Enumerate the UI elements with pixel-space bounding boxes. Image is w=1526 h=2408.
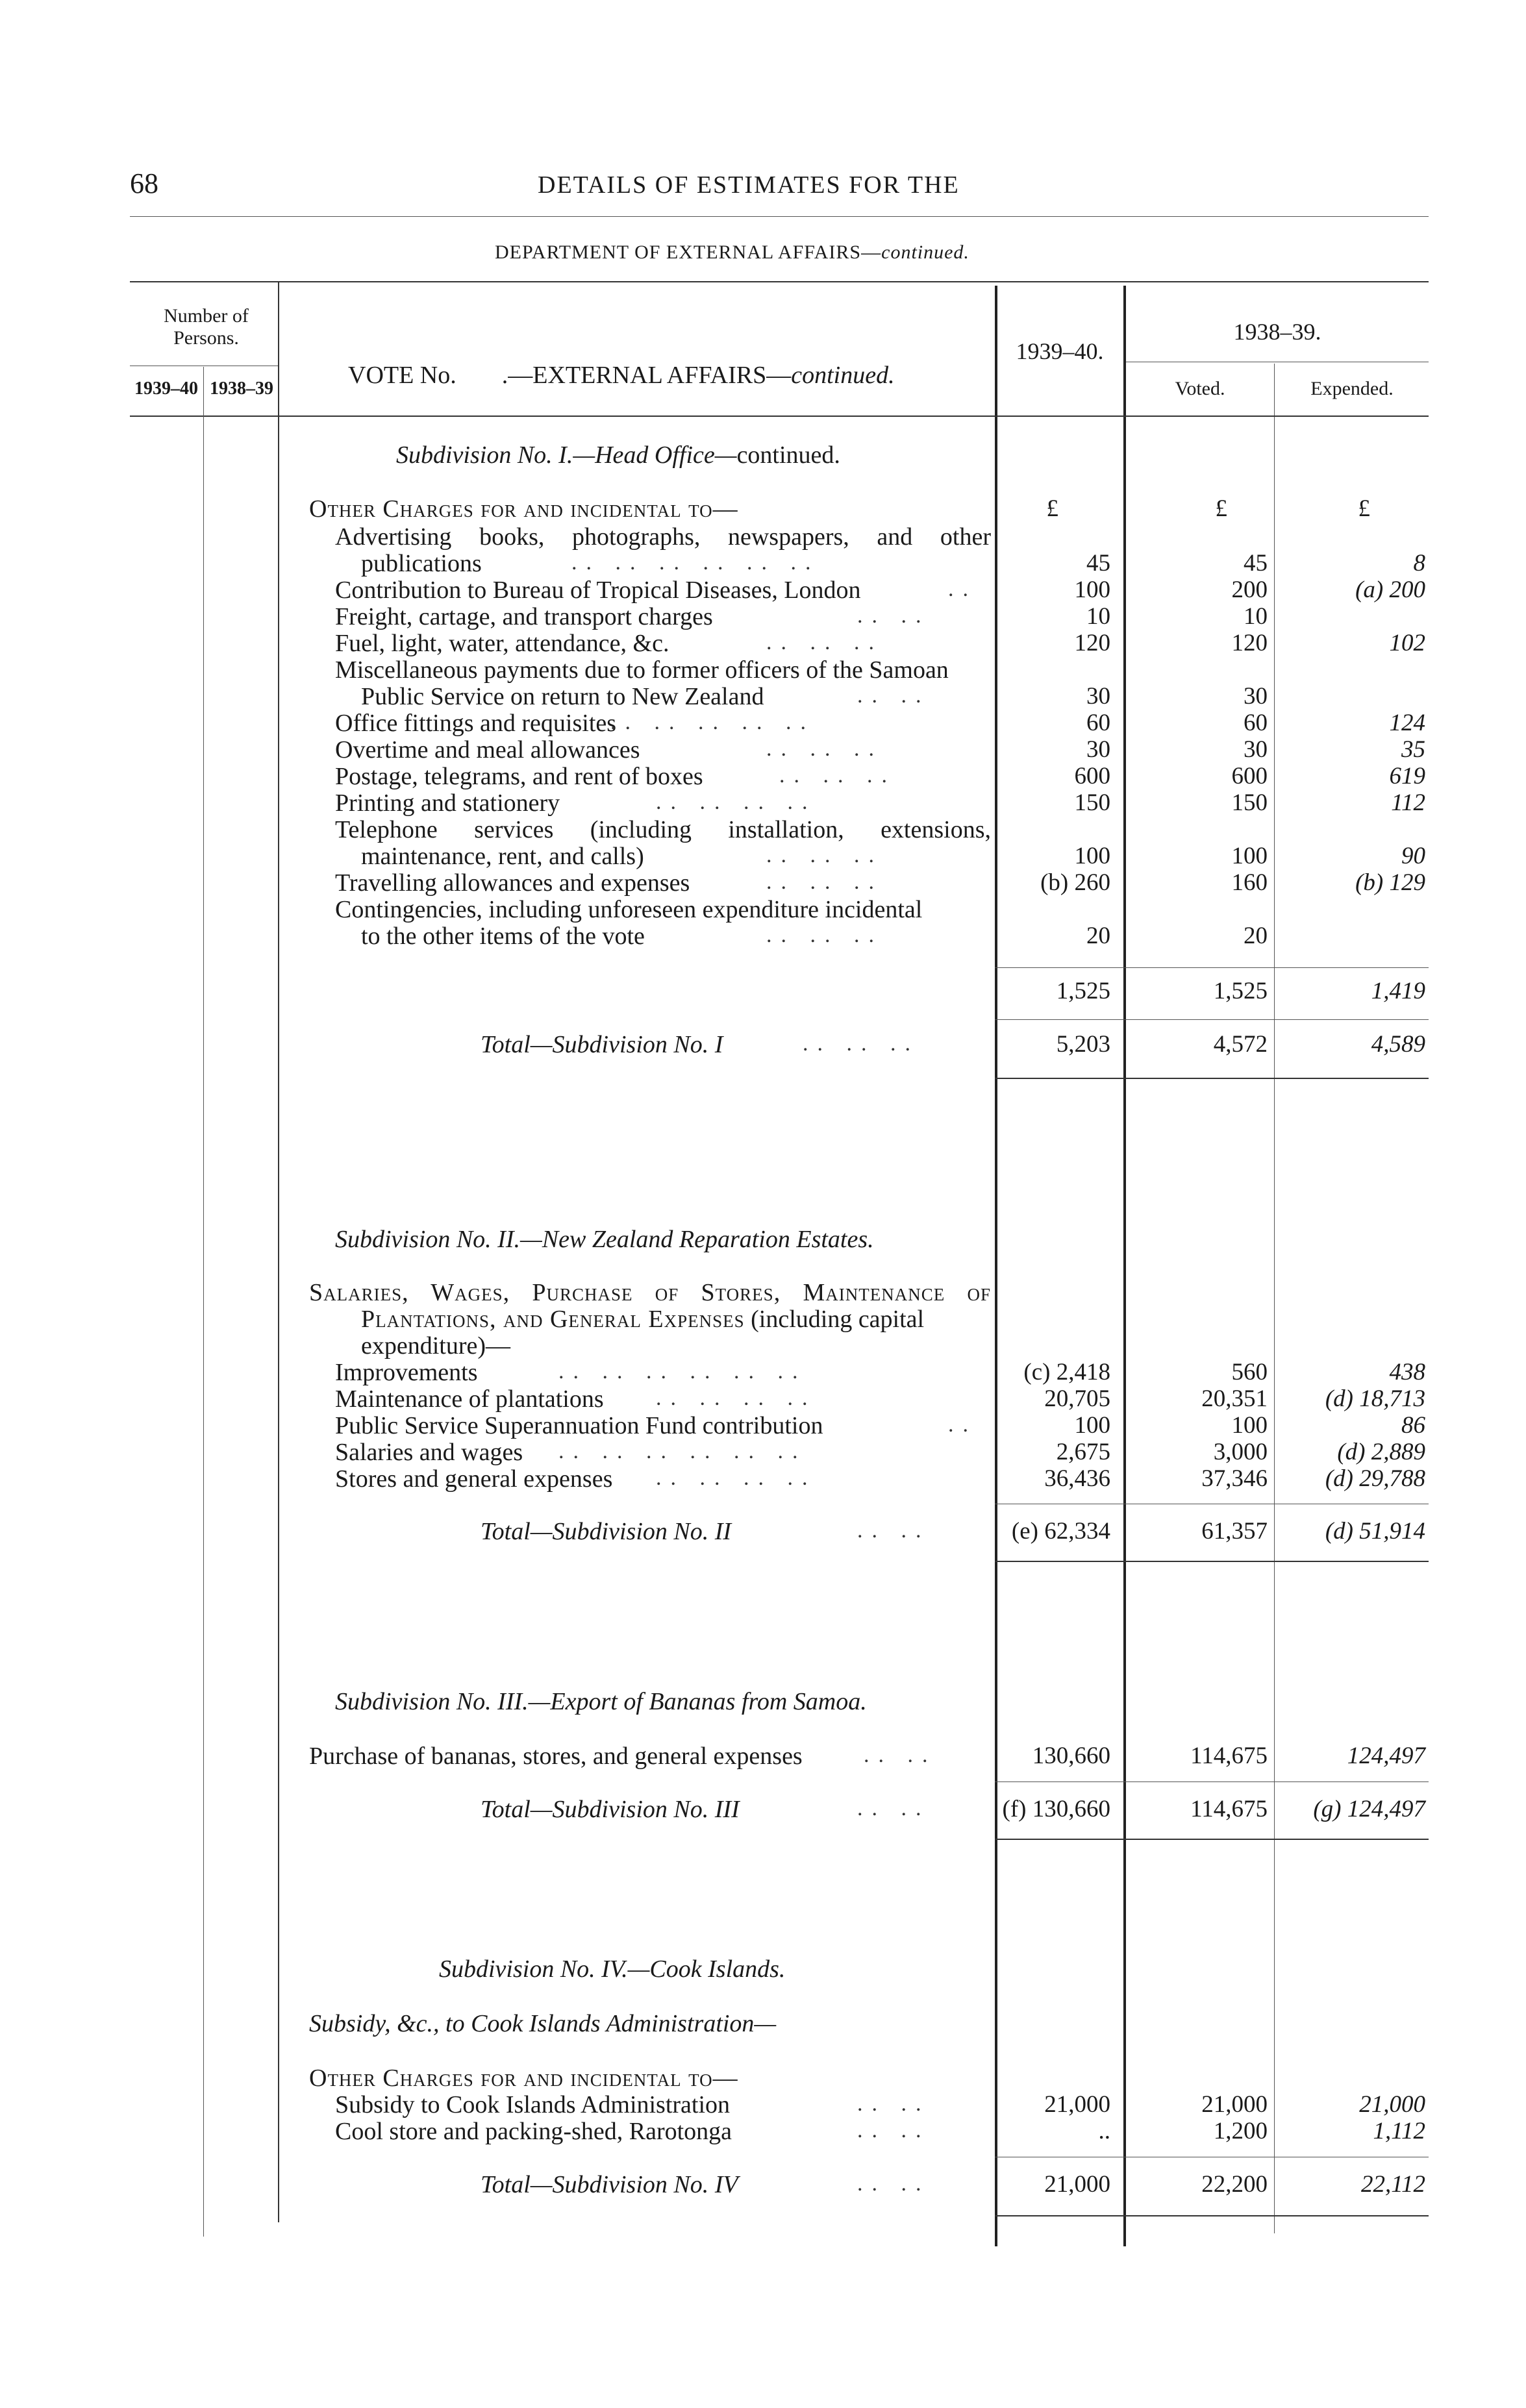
sub3-total-voted: 114,675 — [1190, 1796, 1268, 1822]
sub1-item-estimate: 60 — [1086, 710, 1110, 736]
sub1-item-estimate: 120 — [1074, 630, 1110, 656]
sub2-item-voted: 560 — [1231, 1359, 1268, 1385]
sub4-item-estimate: .. — [1098, 2118, 1110, 2144]
sub1-item-expended: 124 — [1389, 710, 1425, 736]
sub1-total-voted: 4,572 — [1213, 1031, 1268, 1058]
leader-dots: .. — [948, 1413, 977, 1437]
sub4-subheading: Subsidy, &c., to Cook Islands Administration— — [309, 2010, 777, 2037]
sub1-item-voted: 30 — [1244, 683, 1268, 710]
leader-dots: .. — [948, 577, 977, 601]
sub1-item-estimate: 30 — [1086, 683, 1110, 710]
sub1-item-label: Overtime and meal allowances — [335, 736, 640, 763]
sub1-item-voted: 20 — [1244, 923, 1268, 949]
sub2-item-label: Stores and general expenses — [335, 1465, 613, 1493]
sub1-total-rule-top — [995, 1019, 1429, 1020]
persons-subheader-rule — [130, 416, 278, 417]
sub1-group-label: Other Charges for and incidental to— — [309, 495, 738, 523]
sub2-group-label-line3: expenditure)— — [361, 1332, 511, 1359]
sub4-item-estimate: 21,000 — [1044, 2091, 1110, 2118]
sub1-item-voted: 100 — [1231, 843, 1268, 869]
sub1-item-estimate: 45 — [1086, 550, 1110, 577]
sub1-item-voted: 45 — [1244, 550, 1268, 577]
leader-dots: .. .. .. .. .. .. — [558, 1439, 807, 1463]
leader-dots: .. .. .. .. — [656, 790, 817, 814]
sub1-item-voted: 160 — [1231, 869, 1268, 896]
sub1-item-label-cont: publications — [361, 550, 482, 577]
sub1-subtotal-rule — [995, 967, 1429, 968]
year-col-a: 1939–40 — [134, 379, 198, 399]
sub1-heading — [396, 441, 840, 469]
leader-dots: .. .. .. — [766, 923, 883, 947]
department-main: DEPARTMENT OF EXTERNAL AFFAIRS— — [495, 242, 882, 263]
leader-dots: .. .. — [857, 2092, 931, 2116]
leader-dots: .. .. .. .. — [656, 1386, 817, 1410]
sub4-group-label: Other Charges for and incidental to— — [309, 2065, 738, 2092]
sub2-heading: Subdivision No. II.—New Zealand Reparation Estates. — [335, 1226, 874, 1253]
leader-dots: .. .. — [857, 1519, 931, 1543]
sub1-item-estimate: 150 — [1074, 789, 1110, 816]
sub1-item-label: Freight, cartage, and transport charges — [335, 603, 713, 630]
sub4-total-rule-bottom — [995, 2215, 1429, 2216]
sub1-item-estimate: (b) 260 — [1040, 869, 1110, 896]
sub2-item-voted: 37,346 — [1201, 1465, 1268, 1492]
sub3-total-rule-top — [995, 1781, 1429, 1782]
sub1-heading-rest: continued. — [736, 441, 840, 469]
leader-dots: .. .. .. — [766, 630, 883, 654]
sub2-item-voted: 100 — [1231, 1412, 1268, 1439]
sub2-item-estimate: 100 — [1074, 1412, 1110, 1439]
sub1-total-expended: 4,589 — [1371, 1031, 1425, 1058]
sub1-item-voted: 200 — [1231, 577, 1268, 603]
sub2-item-label: Salaries and wages — [335, 1439, 523, 1466]
header-rule — [130, 216, 1429, 217]
sub2-total-voted: 61,357 — [1201, 1518, 1268, 1545]
sub1-item-estimate: 100 — [1074, 843, 1110, 869]
sub1-heading-italic: Subdivision No. I.—Head Office— — [396, 441, 737, 469]
sub4-total-expended: 22,112 — [1360, 2171, 1425, 2198]
sub2-item-expended: (d) 18,713 — [1325, 1385, 1425, 1412]
sub2-item-expended: (d) 29,788 — [1325, 1465, 1425, 1492]
sub1-item-label: Postage, telegrams, and rent of boxes — [335, 763, 703, 790]
sub1-subtotal-expended: 1,419 — [1371, 978, 1425, 1004]
sub1-item-expended: (b) 129 — [1355, 869, 1425, 896]
sub3-total-estimate: (f) 130,660 — [1002, 1796, 1110, 1822]
leader-dots: .. .. .. — [766, 870, 883, 894]
leader-dots: .. .. .. — [803, 1032, 919, 1056]
sub3-item-label: Purchase of bananas, stores, and general expenses — [309, 1743, 803, 1770]
sub1-item-label: Advertising books, photographs, newspapers, and other — [335, 523, 991, 551]
running-title: DETAILS OF ESTIMATES FOR THE — [538, 171, 960, 199]
sub1-item-voted: 10 — [1244, 603, 1268, 630]
sub1-item-label-cont: Public Service on return to New Zealand — [361, 683, 764, 710]
sub2-group-label-paren: (including capital — [751, 1306, 925, 1333]
sub2-item-voted: 3,000 — [1213, 1439, 1268, 1465]
sub1-item-label: Telephone services (including installation, extensions, — [335, 816, 991, 843]
sub1-item-expended: (a) 200 — [1355, 577, 1425, 603]
sub1-item-expended: 8 — [1413, 550, 1425, 577]
sub1-item-estimate: 20 — [1086, 923, 1110, 949]
sub1-currency-c: £ — [1358, 495, 1370, 522]
year-col-b: 1938–39 — [210, 379, 273, 399]
persons-right-border — [278, 281, 279, 2222]
department-continued: continued. — [881, 242, 969, 263]
sub1-item-expended: 35 — [1401, 736, 1425, 763]
vote-title — [348, 362, 895, 389]
sub2-item-expended: 86 — [1401, 1412, 1425, 1439]
sub3-total-label: Total—Subdivision No. III — [481, 1796, 740, 1823]
vote-name: .—EXTERNAL AFFAIRS— — [501, 362, 792, 389]
sub3-heading: Subdivision No. III.—Export of Bananas from Samoa. — [335, 1688, 867, 1715]
expended-header: Expended. — [1310, 378, 1394, 399]
leader-dots: .. .. .. .. — [656, 1466, 817, 1490]
leader-dots: .. .. .. — [766, 843, 883, 867]
sub1-currency-b: £ — [1215, 495, 1227, 522]
sub1-item-estimate: 10 — [1086, 603, 1110, 630]
sub1-item-expended: 102 — [1389, 630, 1425, 656]
sub1-subtotal-voted: 1,525 — [1213, 978, 1268, 1004]
sub1-item-expended: 619 — [1389, 763, 1425, 789]
leader-dots: .. .. .. — [766, 737, 883, 761]
sub2-group-label-caps: Plantations, and General Expenses — [361, 1306, 745, 1333]
leader-dots: .. .. — [857, 604, 931, 628]
column-header-bottom-rule — [278, 416, 1429, 417]
leader-dots: .. .. — [857, 1796, 931, 1820]
sub1-item-label-cont: to the other items of the vote — [361, 923, 645, 950]
sub2-item-estimate: 2,675 — [1056, 1439, 1110, 1465]
sub2-total-estimate: (e) 62,334 — [1011, 1518, 1110, 1545]
sub1-item-voted: 600 — [1231, 763, 1268, 789]
number-of-persons-label: Number of Persons. — [164, 305, 249, 349]
sub4-item-voted: 21,000 — [1201, 2091, 1268, 2118]
leader-dots: .. .. .. — [779, 763, 896, 788]
estimate-year-header: 1939–40. — [1016, 338, 1104, 364]
sub1-item-expended: 90 — [1401, 843, 1425, 869]
previous-year-header: 1938–39. — [1233, 319, 1321, 345]
sub2-total-rule-bottom — [995, 1561, 1429, 1562]
sub1-item-label: Printing and stationery — [335, 789, 560, 817]
sub1-total-rule-bottom — [995, 1078, 1429, 1079]
sub3-total-rule-bottom — [995, 1839, 1429, 1840]
sub1-item-label: Contribution to Bureau of Tropical Diseases, London — [335, 577, 861, 604]
sub1-item-label: Travelling allowances and expenses — [335, 869, 690, 897]
sub4-total-voted: 22,200 — [1201, 2171, 1268, 2198]
sub2-item-estimate: 20,705 — [1044, 1385, 1110, 1412]
leader-dots: .. .. — [864, 1743, 937, 1767]
sub1-item-expended: 112 — [1391, 789, 1425, 816]
sub1-item-voted: 120 — [1231, 630, 1268, 656]
sub2-item-estimate: (c) 2,418 — [1023, 1359, 1110, 1385]
vote-continued: continued. — [791, 362, 895, 389]
sub2-total-expended: (d) 51,914 — [1325, 1518, 1425, 1545]
sub1-item-label: Office fittings and requisites — [335, 710, 617, 737]
sub3-item-expended: 124,497 — [1347, 1743, 1425, 1769]
voted-header: Voted. — [1175, 378, 1225, 399]
sub4-item-expended: 21,000 — [1359, 2091, 1425, 2118]
leader-dots: .. .. .. .. .. .. — [571, 551, 820, 575]
sub3-total-expended: (g) 124,497 — [1313, 1796, 1425, 1822]
persons-divider — [203, 367, 204, 2237]
sub1-item-estimate: 100 — [1074, 577, 1110, 603]
sub2-group-label-line2 — [361, 1306, 924, 1333]
sub2-item-expended: (d) 2,889 — [1337, 1439, 1425, 1465]
sub1-item-label-cont: maintenance, rent, and calls) — [361, 843, 644, 870]
sub2-item-voted: 20,351 — [1201, 1385, 1268, 1412]
sub1-total-label: Total—Subdivision No. I — [481, 1031, 723, 1058]
sub1-item-voted: 150 — [1231, 789, 1268, 816]
sub3-item-estimate: 130,660 — [1032, 1743, 1110, 1769]
sub1-item-voted: 30 — [1244, 736, 1268, 763]
sub1-item-estimate: 600 — [1074, 763, 1110, 789]
sub4-heading: Subdivision No. IV.—Cook Islands. — [439, 1955, 786, 1983]
table-top-rule — [130, 281, 1429, 282]
sub4-total-label: Total—Subdivision No. IV — [481, 2171, 738, 2198]
sub2-total-label: Total—Subdivision No. II — [481, 1518, 732, 1545]
sub4-item-label: Cool store and packing-shed, Rarotonga — [335, 2118, 732, 2145]
sub3-item-voted: 114,675 — [1190, 1743, 1268, 1769]
sub2-item-label: Maintenance of plantations — [335, 1385, 604, 1413]
sub2-item-estimate: 36,436 — [1044, 1465, 1110, 1492]
sub1-item-label: Contingencies, including unforeseen expenditure incidental — [335, 896, 923, 923]
sub1-item-voted: 60 — [1244, 710, 1268, 736]
leader-dots: .. .. .. .. .. .. — [558, 1359, 807, 1384]
vote-prefix: VOTE No. — [348, 362, 457, 389]
sub2-item-expended: 438 — [1389, 1359, 1425, 1385]
sub1-item-label: Miscellaneous payments due to former officers of the Samoan — [335, 656, 949, 684]
sub2-item-label: Public Service Superannuation Fund contribution — [335, 1412, 823, 1439]
sub4-item-voted: 1,200 — [1213, 2118, 1268, 2144]
page-number: 68 — [130, 168, 158, 199]
sub4-item-label: Subsidy to Cook Islands Administration — [335, 2091, 731, 2118]
sub1-subtotal-estimate: 1,525 — [1056, 978, 1110, 1004]
leader-dots: .. .. — [857, 2172, 931, 2196]
leader-dots: .. .. — [857, 2118, 931, 2142]
sub4-total-estimate: 21,000 — [1044, 2171, 1110, 2198]
department-heading — [495, 239, 969, 266]
sub1-total-estimate: 5,203 — [1056, 1031, 1110, 1058]
sub2-group-label-line1: Salaries, Wages, Purchase of Stores, Maintenance of — [309, 1279, 991, 1306]
sub4-item-expended: 1,112 — [1373, 2118, 1425, 2144]
sub1-item-estimate: 30 — [1086, 736, 1110, 763]
leader-dots: .. .. .. .. .. — [610, 710, 815, 734]
sub1-item-label: Fuel, light, water, attendance, &c. — [335, 630, 669, 657]
sub2-item-label: Improvements — [335, 1359, 478, 1386]
sub1-currency-a: £ — [1046, 495, 1058, 522]
leader-dots: .. .. — [857, 684, 931, 708]
